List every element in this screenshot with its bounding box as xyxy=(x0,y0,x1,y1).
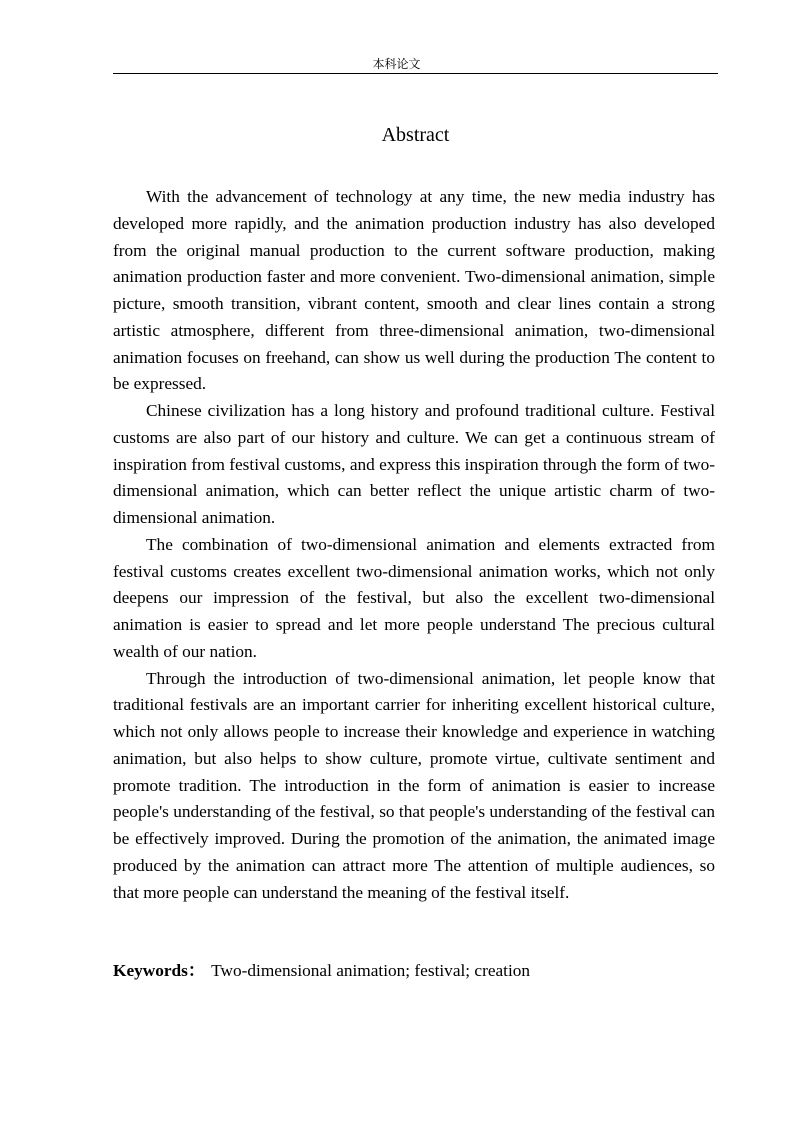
abstract-paragraph: The combination of two-dimensional animation and elements extracted from festival customs creates excellent two-dimensional animation works, which not only deepens our impression of the festival, but also the excellent two-dimensional animation is easier to spread and let more people understand The precious cultural wealth of our nation. xyxy=(113,534,715,661)
keywords-value: Two-dimensional animation; festival; creation xyxy=(211,961,531,980)
abstract-body xyxy=(113,184,715,906)
abstract-paragraph: Through the introduction of two-dimensional animation, let people know that traditional festivals are an important carrier for inheriting excellent historical culture, which not only allows people to increase their knowledge and experience in watching animation, but also helps to show culture, promote virtue, cultivate sentiment and promote tradition. The introduction in the form of animation is easier to increase people's understanding of the festival, so that people's understanding of the festival can be effectively improved. During the promotion of the animation, the animated image produced by the animation can attract more The attention of multiple audiences, so that more people can understand the meaning of the festival itself. xyxy=(113,668,715,902)
abstract-paragraph: Chinese civilization has a long history and profound traditional culture. Festival customs are also part of our history and culture. We can get a continuous stream of inspiration from festival customs, and express this inspiration through the form of two-dimensional animation, which can better reflect the unique artistic charm of two-dimensional animation. xyxy=(113,401,715,527)
header-divider xyxy=(113,73,718,74)
keywords-line xyxy=(113,958,715,984)
running-header: 本科论文 xyxy=(372,57,421,71)
abstract-title: Abstract xyxy=(381,124,450,146)
keywords-label: Keywords： xyxy=(113,961,206,980)
abstract-paragraph: With the advancement of technology at any time, the new media industry has developed more rapidly, and the animation production industry has also developed from the original manual production to the current software production, making animation production faster and more convenient. Two-dimensional animation, simple picture, smooth transition, vibrant content, smooth and clear lines contain a strong artistic atmosphere, different from three-dimensional animation, two-dimensional animation focuses on freehand, can show us well during the production The content to be expressed. xyxy=(113,187,715,394)
